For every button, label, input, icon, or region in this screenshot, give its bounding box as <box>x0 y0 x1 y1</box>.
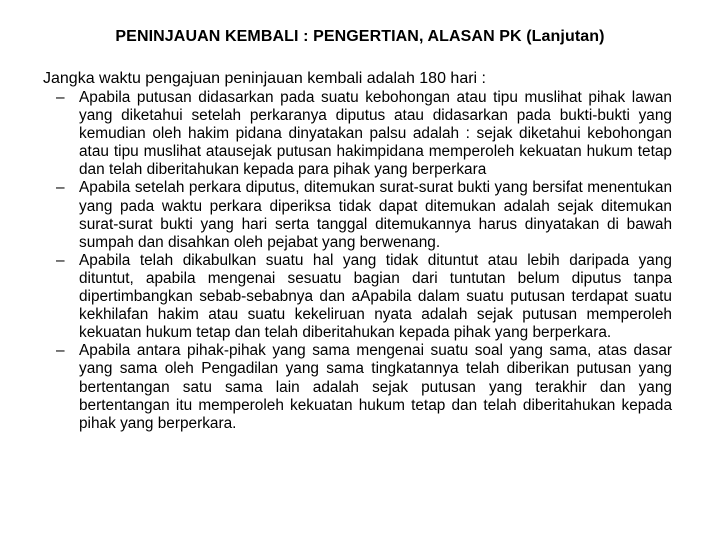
bullet-item-2 <box>56 179 672 251</box>
bullet-dash: – <box>56 179 65 197</box>
slide-title: PENINJAUAN KEMBALI : PENGERTIAN, ALASAN PK (Lanjutan) <box>115 28 605 45</box>
bullet-item-1 <box>56 89 672 179</box>
bullet-list <box>56 89 672 433</box>
bullet-dash: – <box>56 89 65 106</box>
bullet-dash: – <box>56 251 65 269</box>
bullet-text: Apabila telah dikabulkan suatu hal yang tidak dituntut atau lebih daripada yang dituntut, apabila mengenai sesuatu bagian dari tuntutan belum diputus tanpa dipertimbangkan sebab-sebabnya dan aApabila dalam suatu putusan terdapat suatu kekhilafan hakim atau suatu kekeliruan nyata adalah sejak putusan memperoleh kekuatan hukum tetap dan telah diberitahukan kepada pihak yang berperkara. <box>79 251 672 342</box>
bullet-text: Apabila setelah perkara diputus, ditemukan surat-surat bukti yang bersifat menentukan yang pada waktu perkara diperiksa tidak dapat ditemukan adalah sejak ditemukan surat-surat bukti yang hari serta tanggal ditemukannya harus dinyatakan di bawah sumpah dan disahkan oleh pejabat yang berwenang. <box>79 179 672 251</box>
bullet-item-3 <box>56 252 672 342</box>
bullet-dash: – <box>56 342 65 360</box>
bullet-item-4 <box>56 342 672 432</box>
intro-text: Jangka waktu pengajuan peninjauan kembali adalah 180 hari : <box>43 70 486 87</box>
bullet-text: Apabila putusan didasarkan pada suatu kebohongan atau tipu muslihat pihak lawan yang diketahui setelah perkaranya diputus atau didasarkan pada bukti-bukti yang kemudian oleh hakim pidana dinyatakan palsu adalah : sejak diketahui kebohongan atau tipu muslihat atausejak putusan hakimpidana memperoleh kekuatan hukum tetap dan telah diberitahukan kepada para pihak yang berperkara <box>79 89 672 179</box>
bullet-text: Apabila antara pihak-pihak yang sama mengenai suatu soal yang sama, atas dasar yang sama oleh Pengadilan yang sama tingkatannya telah diberikan putusan yang bertentangan satu sama lain adalah sejak putusan yang terakhir dan yang bertentangan itu memperoleh kekuatan hukum tetap dan telah diberitahukan kepada pihak yang berperkara. <box>79 342 672 432</box>
